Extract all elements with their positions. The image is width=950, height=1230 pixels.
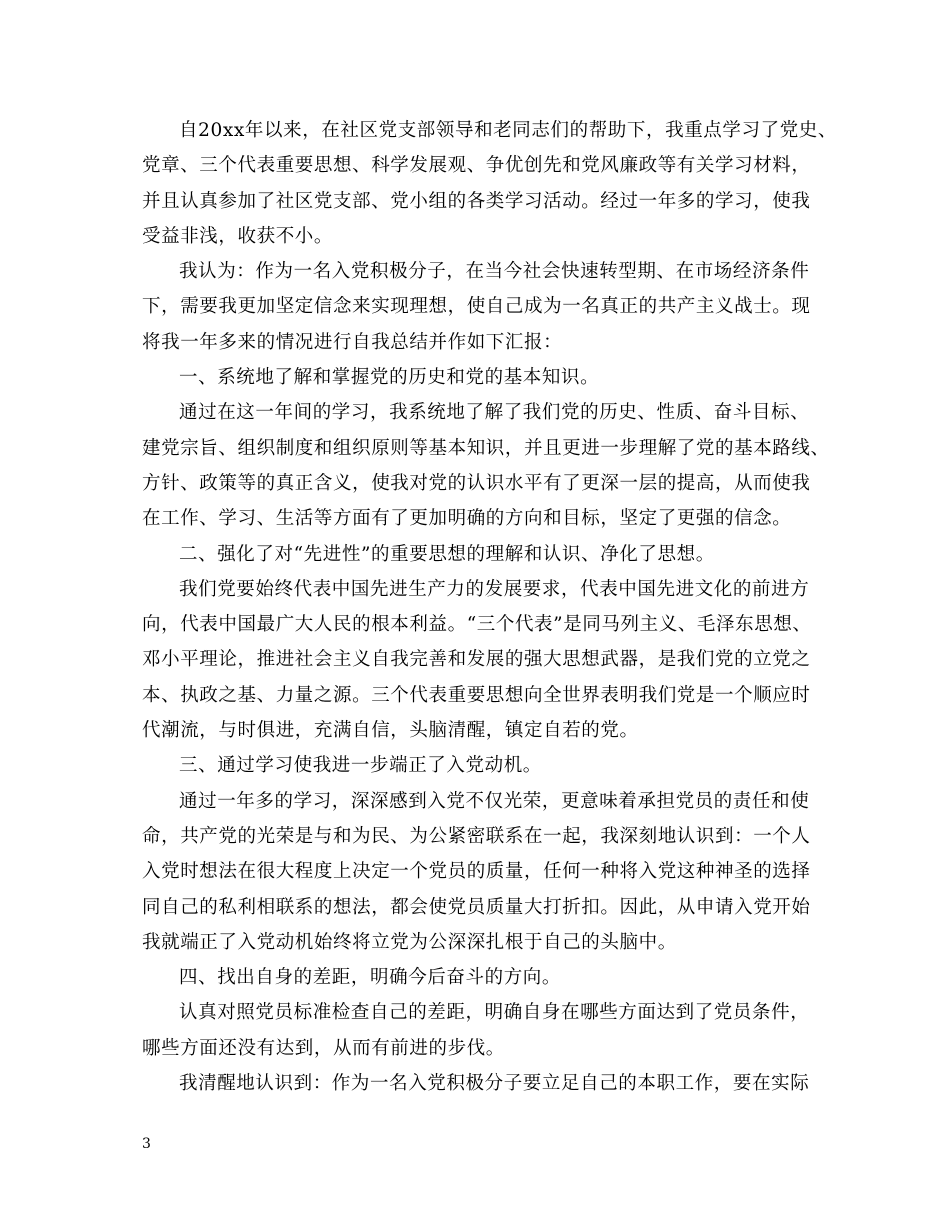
text-line: 通过在这一年间的学习，我系统地了解了我们党的历史、性质、奋斗目标、 <box>179 402 810 424</box>
text-line: 本、执政之基、力量之源。三个代表重要思想向全世界表明我们党是一个顺应时 <box>142 684 811 706</box>
text-line: 一、系统地了解和掌握党的历史和党的基本知识。 <box>179 367 600 389</box>
text-line: 代潮流，与时俱进，充满自信，头脑清醒，镇定自若的党。 <box>142 720 639 742</box>
text-line: 并且认真参加了社区党支部、党小组的各类学习活动。经过一年多的学习，使我 <box>142 190 811 212</box>
text-line: 方针、政策等的真正含义，使我对党的认识水平有了更深一层的提高，从而使我 <box>142 472 811 494</box>
text-line: 我清醒地认识到：作为一名入党积极分子要立足自己的本职工作，要在实际 <box>179 1073 810 1095</box>
text-line: 哪些方面还没有达到，从而有前进的步伐。 <box>142 1037 505 1059</box>
text-line: 四、找出自身的差距，明确今后奋斗的方向。 <box>179 967 562 989</box>
text-line: 我就端正了入党动机始终将立党为公深深扎根于自己的头脑中。 <box>142 931 677 953</box>
text-line: 在工作、学习、生活等方面有了更加明确的方向和目标，坚定了更强的信念。 <box>142 508 792 530</box>
text-line: 党章、三个代表重要思想、科学发展观、争优创先和党风廉政等有关学习材料， <box>142 155 811 177</box>
text-line: 建党宗旨、组织制度和组织原则等基本知识，并且更进一步理解了党的基本路线、 <box>142 437 830 459</box>
text-line: 同自己的私利相联系的想法，都会使党员质量大打折扣。因此，从申请入党开始 <box>142 896 811 918</box>
text-line: 将我一年多来的情况进行自我总结并作如下汇报： <box>142 331 563 353</box>
text-line: 我认为：作为一名入党积极分子，在当今社会快速转型期、在市场经济条件 <box>179 261 810 283</box>
document-body <box>142 113 838 1101</box>
page-number: 3 <box>142 1136 151 1152</box>
text-line: 受益非浅，收获不小。 <box>142 225 334 247</box>
text-line: 邓小平理论，推进社会主义自我完善和发展的强大思想武器，是我们党的立党之 <box>142 649 811 671</box>
text-line: 向，代表中国最广大人民的根本利益。“三个代表”是同马列主义、毛泽东思想、 <box>142 614 812 636</box>
text-line: 通过一年多的学习，深深感到入党不仅光荣，更意味着承担党员的责任和使 <box>179 790 810 812</box>
text-line: 认真对照党员标准检查自己的差距，明确自身在哪些方面达到了党员条件， <box>179 1002 810 1024</box>
text-line: 下，需要我更加坚定信念来实现理想，使自己成为一名真正的共产主义战士。现 <box>142 296 811 318</box>
text-line: 入党时想法在很大程度上决定一个党员的质量，任何一种将入党这种神圣的选择 <box>142 861 811 883</box>
text-line: 三、通过学习使我进一步端正了入党动机。 <box>179 755 542 777</box>
text-line: 二、强化了对“先进性”的重要思想的理解和认识、净化了思想。 <box>179 543 715 565</box>
text-line: 我们党要始终代表中国先进生产力的发展要求，代表中国先进文化的前进方 <box>179 578 810 600</box>
text-line: 自20xx年以来，在社区党支部领导和老同志们的帮助下，我重点学习了党史、 <box>179 120 838 141</box>
text-line: 命，共产党的光荣是与和为民、为公紧密联系在一起，我深刻地认识到：一个人 <box>142 825 811 847</box>
